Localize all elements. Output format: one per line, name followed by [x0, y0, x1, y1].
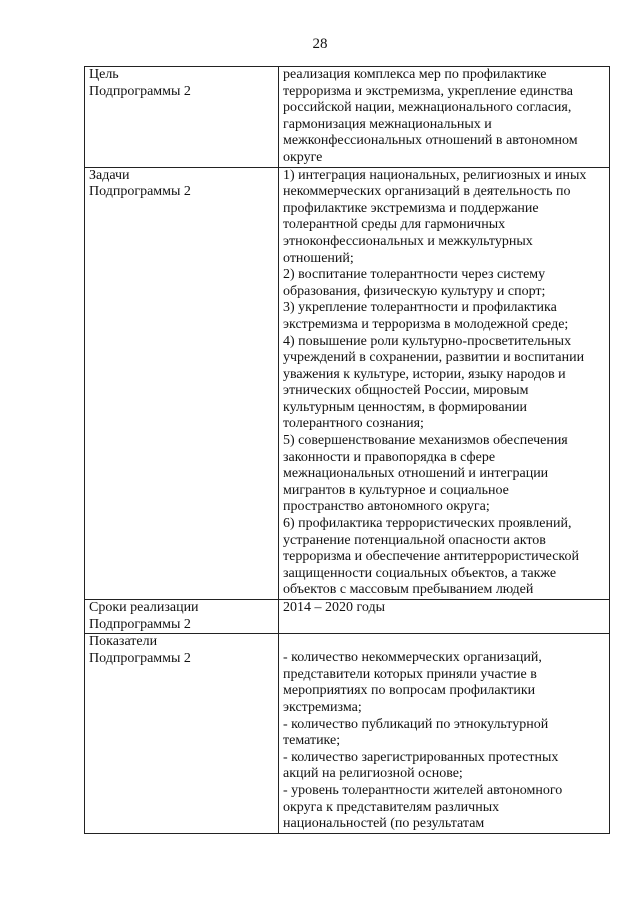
value-line: уважения к культуре, истории, языку народов и — [283, 366, 566, 382]
row-label-goal — [85, 67, 279, 168]
value-line: некоммерческих организаций в деятельность по — [283, 184, 571, 200]
row-value-period — [279, 600, 610, 634]
value-line: терроризма и обеспечение антитеррористической — [283, 549, 580, 565]
value-line: мероприятиях по вопросам профилактики — [283, 683, 536, 699]
value-line: экстремизма; — [283, 699, 362, 715]
value-line: культурным ценностям, в формировании — [283, 399, 527, 415]
table-row-tasks — [85, 167, 610, 599]
value-line: законности и правопорядка в сфере — [283, 449, 496, 465]
label-line: Подпрограммы 2 — [89, 184, 191, 200]
value-line: мигрантов в культурное и социальное — [283, 482, 509, 498]
row-value-goal — [279, 67, 610, 168]
label-line: Подпрограммы 2 — [89, 650, 191, 666]
value-line: толерантного сознания; — [283, 416, 424, 432]
label-line: Подпрограммы 2 — [89, 83, 191, 99]
value-line: межконфессиональных отношений в автономном — [283, 133, 578, 149]
value-line: округе — [283, 149, 323, 165]
value-line: учреждений в сохранении, развитии и воспитании — [283, 350, 585, 366]
value-line: акций на религиозной основе; — [283, 766, 463, 782]
table-row-goal — [85, 67, 610, 168]
table-row-indicators — [85, 634, 610, 834]
value-line: отношений; — [283, 250, 354, 266]
value-line: представители которых приняли участие в — [283, 666, 537, 682]
value-line: экстремизма и терроризма в молодежной среде; — [283, 316, 569, 332]
value-line: - количество некоммерческих организаций, — [283, 650, 542, 666]
value-line: 3) укрепление толерантности и профилактика — [283, 300, 557, 316]
value-line: профилактике экстремизма и поддержание — [283, 200, 539, 216]
value-line: этнических общностей России, мировым — [283, 383, 529, 399]
row-label-period — [85, 600, 279, 634]
value-line: тематике; — [283, 733, 341, 749]
value-line: 2) воспитание толерантности через систему — [283, 267, 546, 283]
value-line: - количество зарегистрированных протестных — [283, 749, 559, 765]
label-line: Сроки реализации — [89, 600, 199, 615]
label-line: Цель — [89, 67, 119, 82]
value-line: реализация комплекса мер по профилактике — [283, 67, 547, 82]
value-line: 1) интеграция национальных, религиозных и иных — [283, 167, 587, 183]
table-row-period — [85, 600, 610, 634]
value-line: - количество публикаций по этнокультурной — [283, 716, 549, 732]
value-line: российской нации, межнационального согласия, — [283, 100, 572, 116]
row-value-tasks — [279, 167, 610, 599]
value-line: 4) повышение роли культурно-просветительных — [283, 333, 572, 349]
value-line: объектов с массовым пребыванием людей — [283, 582, 534, 598]
value-line: 5) совершенствование механизмов обеспечения — [283, 433, 568, 449]
value-line: пространство автономного округа; — [283, 499, 490, 515]
value-line: этноконфессиональных и межкультурных — [283, 233, 533, 249]
value-line: терроризма и экстремизма, укрепление единства — [283, 83, 573, 99]
value-line: 2014 – 2020 годы — [283, 600, 386, 615]
row-label-tasks — [85, 167, 279, 599]
value-line: защищенности социальных объектов, а также — [283, 565, 557, 581]
value-line: национальностей (по результатам — [283, 816, 485, 832]
page-number: 28 — [312, 36, 328, 52]
value-line: округа к представителям различных — [283, 799, 500, 815]
label-line: Показатели — [89, 634, 158, 650]
value-line: устранение потенциальной опасности актов — [283, 532, 546, 548]
value-line: межнациональных отношений и интеграции — [283, 466, 549, 482]
row-label-indicators — [85, 634, 279, 834]
value-line: - уровень толерантности жителей автономного — [283, 782, 563, 798]
label-line: Задачи — [89, 167, 130, 183]
value-line: толерантной среды для гармоничных — [283, 217, 506, 233]
label-line: Подпрограммы 2 — [89, 616, 191, 632]
value-line: гармонизация межнациональных и — [283, 116, 492, 132]
value-line: 6) профилактика террористических проявлений, — [283, 516, 572, 532]
row-value-indicators — [279, 634, 610, 834]
passport-table — [84, 66, 610, 834]
value-line: образования, физическую культуру и спорт; — [283, 283, 546, 299]
